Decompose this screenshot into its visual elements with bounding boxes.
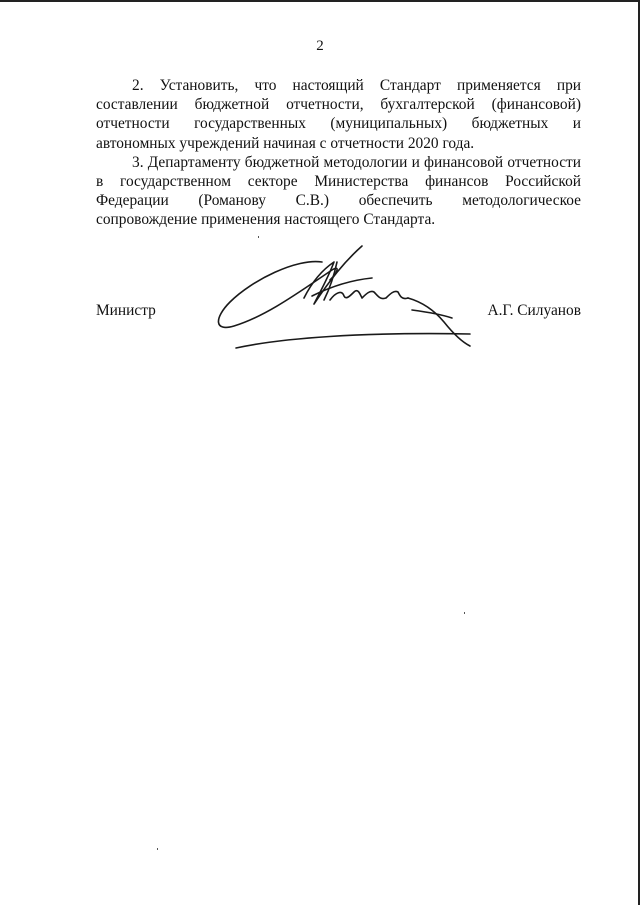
- signer-role: Министр: [96, 302, 156, 319]
- paragraph-2: 2. Установить, что настоящий Стандарт применяется при составлении бюджетной отчетности, бухгалтерской (финансовой) отчетности государственных (муниципальных) бюджетных и автономных учреждений начиная с отчетности 2020 года.: [96, 77, 581, 152]
- page-number: 2: [316, 38, 324, 54]
- page-top-border: [0, 0, 640, 2]
- paragraph-3: 3. Департаменту бюджетной методологии и финансовой отчетности в государственном секторе Министерства финансов Российской Федерации (Романову С.В.) обеспечить методологическое сопровождение применения настоящего Стандарта.: [96, 153, 581, 229]
- signer-name: А.Г. Силуанов: [487, 302, 581, 319]
- document-body: [96, 76, 581, 230]
- scan-speck: [258, 236, 259, 238]
- scan-speck: [464, 612, 465, 614]
- scan-speck: [157, 848, 158, 850]
- handwritten-signature: [212, 240, 482, 352]
